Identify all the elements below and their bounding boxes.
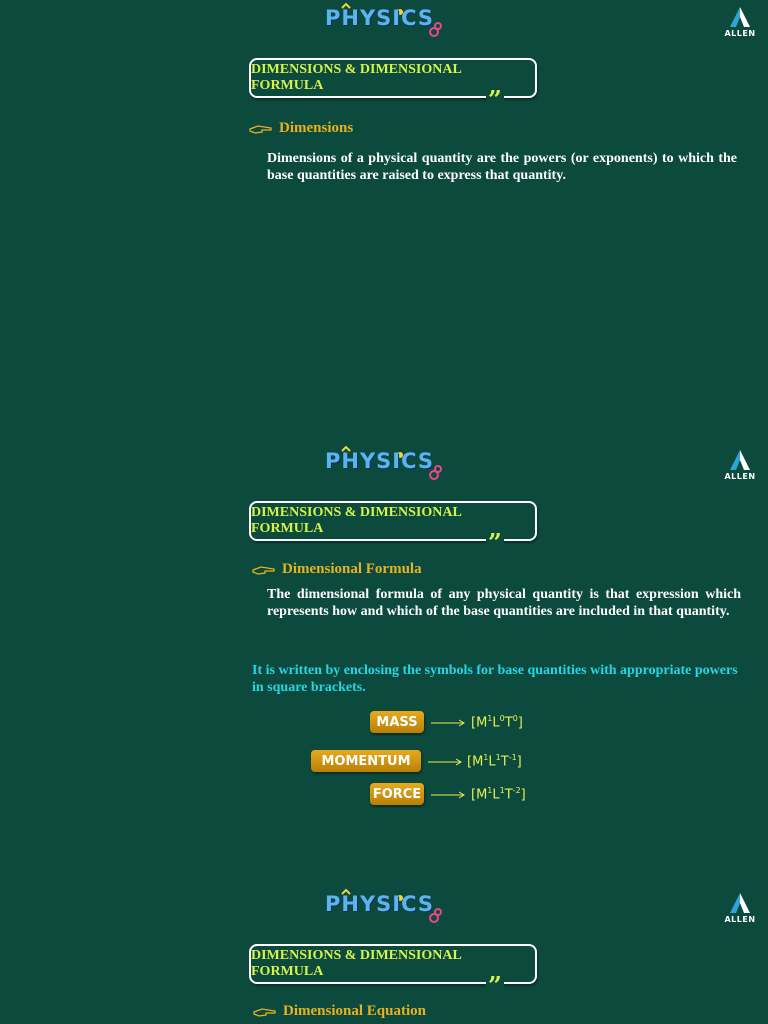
bracket-note: It is written by enclosing the symbols for base quantities with appropriate powers in square brackets. <box>252 663 738 695</box>
formula-momentum: $[M^1L^1T^{-1}]$ <box>467 753 522 770</box>
definition-paragraph: Dimensions of a physical quantity are the powers (or exponents) to which the base quantities are raised to express that quantity. <box>267 151 737 183</box>
topic-heading <box>253 1003 426 1020</box>
arrow-right-icon <box>430 790 466 800</box>
allen-logo <box>720 6 760 38</box>
physics-logo: PHYSICS <box>325 6 435 30</box>
quote-mark-icon: ” <box>488 971 502 1000</box>
physics-logo: PHYSICS <box>325 892 435 916</box>
topic-heading-text: Dimensional Equation <box>283 1003 426 1019</box>
topic-heading <box>252 561 422 578</box>
allen-logo <box>720 892 760 924</box>
allen-logo <box>720 449 760 481</box>
allen-mark-icon <box>729 892 751 914</box>
arrow-right-icon <box>427 757 463 767</box>
quantity-pill-momentum: MOMENTUM <box>311 750 421 772</box>
formula-force: $[M^1L^1T^{-2}]$ <box>471 786 526 803</box>
section-title: DIMENSIONS & DIMENSIONAL FORMULA <box>251 62 462 93</box>
allen-name: ALLEN <box>724 915 756 924</box>
quantity-pill-force: FORCE <box>370 783 424 805</box>
allen-name: ALLEN <box>724 29 756 38</box>
quote-mark-icon: ” <box>488 85 502 114</box>
pointing-hand-icon <box>253 1006 277 1018</box>
quantity-pill-mass: MASS <box>370 711 424 733</box>
topic-heading-text: Dimensions <box>279 120 354 136</box>
pointing-hand-icon <box>249 123 273 135</box>
topic-heading <box>249 120 353 137</box>
section-title: DIMENSIONS & DIMENSIONAL FORMULA <box>251 948 462 979</box>
allen-mark-icon <box>729 6 751 28</box>
topic-heading-text: Dimensional Formula <box>282 561 422 577</box>
allen-name: ALLEN <box>724 472 756 481</box>
formula-mass: $[M^1L^0T^0]$ <box>471 714 523 731</box>
definition-paragraph: The dimensional formula of any physical quantity is that expression which represents how and which of the base quantities are included in that quantity. <box>267 587 741 619</box>
section-title: DIMENSIONS & DIMENSIONAL FORMULA <box>251 505 462 536</box>
quote-mark-icon: ” <box>488 528 502 557</box>
physics-logo: PHYSICS <box>325 449 435 473</box>
arrow-right-icon <box>430 718 466 728</box>
pointing-hand-icon <box>252 564 276 576</box>
allen-mark-icon <box>729 449 751 471</box>
